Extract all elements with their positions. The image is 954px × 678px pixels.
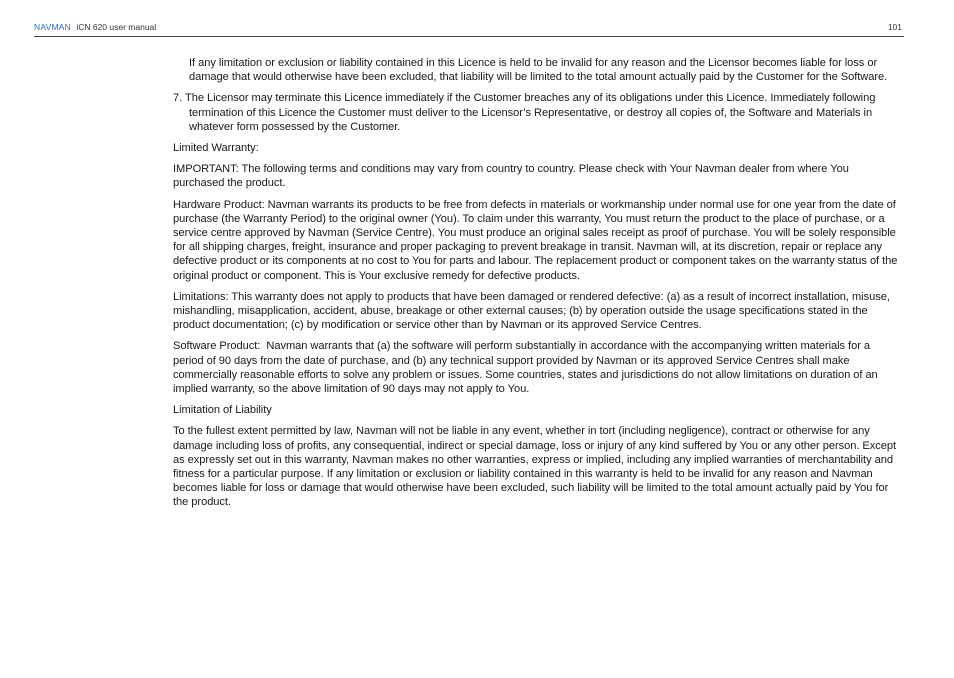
document-body <box>173 56 901 517</box>
page-number: 101 <box>887 22 902 32</box>
limitation-of-liability-heading: Limitation of Liability <box>173 404 272 417</box>
page-header <box>34 22 904 36</box>
limited-warranty-heading: Limited Warranty: <box>173 142 259 155</box>
hardware-product-paragraph <box>173 198 901 283</box>
important-paragraph: IMPORTANT: The following terms and conditions may vary from country to country. Please check with Your Navman dealer from where You purchased the product. <box>173 163 849 190</box>
software-product-text: Navman warrants that (a) the software will perform substantially in accordance with the accompanying written materials for a period of 90 days from the date of purchase, and (b) any technical support provided by Navman or its approved Service Centres shall make commercially reasonable efforts to solve any problem or issues. Some countries, states and jurisdictions do not allow limitations on duration of an implied warranty, so the above limitation of 90 days may not apply to You. <box>173 340 881 396</box>
brand-name: NAVMAN <box>34 22 71 32</box>
limitations-label: Limitations: <box>173 290 229 303</box>
limitation-of-liability-paragraph: To the fullest extent permitted by law, Navman will not be liable in any event, whether in tort (including negligence), contract or otherwise for any damage including loss of profits, any consequential, indirect or special damage, loss or injury of any kind suffered by You or any other person. Except as expressly set out in this warranty, Navman makes no other warranties, express or implied, including any implied warranties of merchantability and fitness for a particular purpose. If any limitation or exclusion or liability contained in this warranty is held to be invalid for any reason and Navman becomes liable for loss or damage that would otherwise have been excluded, such liability will be limited to the total amount actually paid by You for the product. <box>173 425 897 509</box>
limitations-text: This warranty does not apply to products that have been damaged or rendered defective: (a) as a result of incorrect installation, misuse, mishandling, misapplication, accident, abuse, breakage or other external causes; (b) by operation outside the usage specifications stated in the product documentation; (c) by modification or service other than by Navman or its approved Service Centres. <box>173 290 890 332</box>
software-product-paragraph <box>173 339 901 396</box>
licence-clause-7: 7. The Licensor may terminate this Licence immediately if the Customer breaches any of its obligations under this Licence. Immediately following termination of this Licence the Customer must deliver to the Licensor’s Representative, or destroy all copies of, the Software and Materials in whatever form possessed by the Customer. <box>173 92 876 133</box>
header-divider <box>34 36 904 37</box>
software-product-label: Software Product: <box>173 340 261 353</box>
manual-title: iCN 620 user manual <box>76 22 157 32</box>
licence-continuation-paragraph: If any limitation or exclusion or liability contained in this Licence is held to be invalid for any reason and the Licensor becomes liable for loss or damage that would otherwise have been excluded, that liability will be limited to the total amount actually paid by the Customer for the Software. <box>189 57 888 84</box>
hardware-product-label: Hardware Product: <box>173 198 265 211</box>
hardware-product-text: Navman warrants its products to be free from defects in materials or workmanship under normal use for one year from the date of purchase (the Warranty Period) to the original owner (You). To claim under this warranty, You must return the product to the place of purchase, or a service centre approved by Navman (Service Centre). You must produce an original sales receipt as proof of purchase. You will be solely responsible for all shipping charges, freight, insurance and proper packaging to prevent breakage in transit. Navman will, at its discretion, repair or replace any defective product or its components at no cost to You for parts and labour. The replacement product or component takes on the warranty status of the original product or component. This is Your exclusive remedy for defective products. <box>173 198 898 282</box>
limitations-paragraph <box>173 290 901 333</box>
